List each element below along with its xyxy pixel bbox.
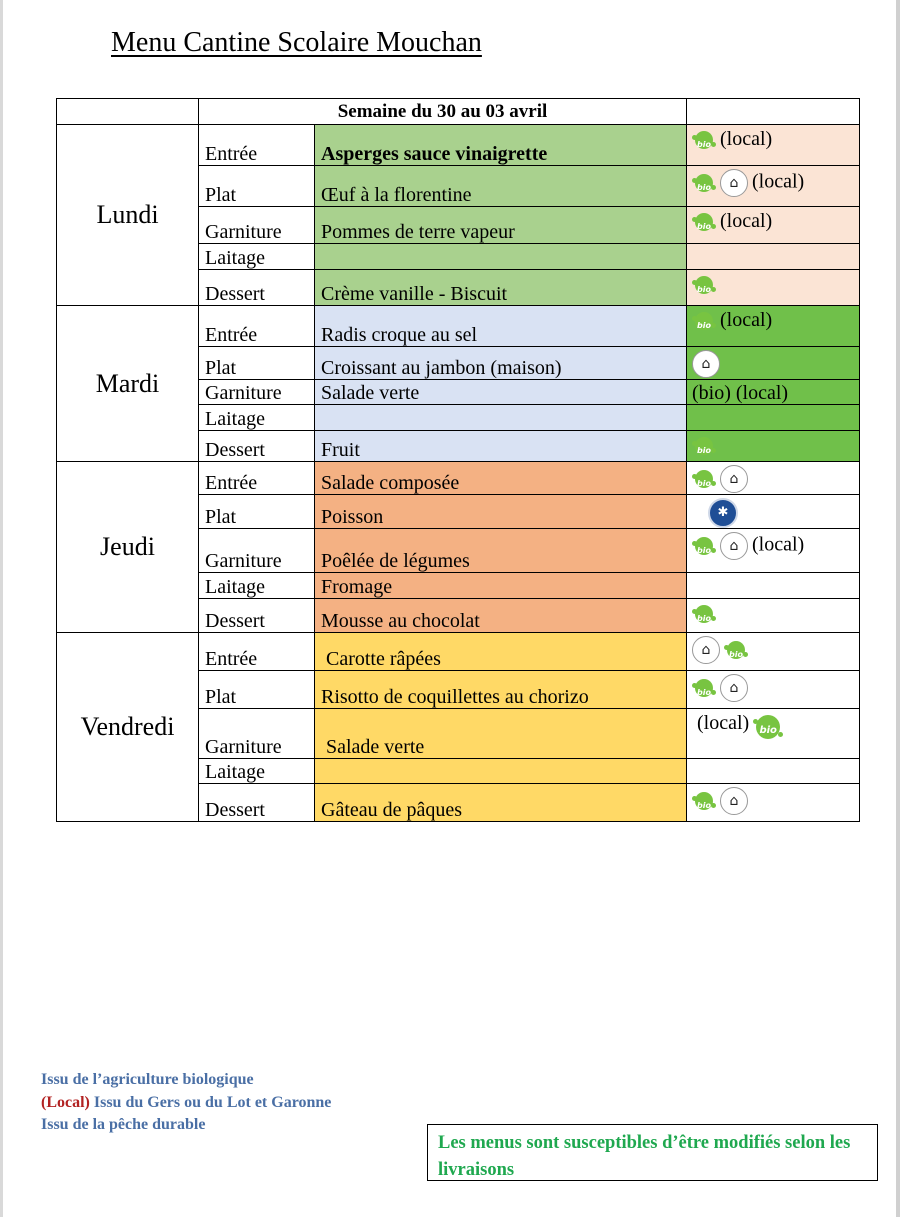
course-label: Dessert bbox=[199, 431, 315, 462]
page-left-border bbox=[0, 0, 3, 1217]
delivery-notice: Les menus sont susceptibles d’être modifiés selon les livraisons bbox=[427, 1124, 878, 1181]
label-info-cell bbox=[687, 380, 860, 405]
course-label: Plat bbox=[199, 347, 315, 380]
legend-local-text: Issu du Gers ou du Lot et Garonne bbox=[89, 1094, 332, 1111]
label-info-cell bbox=[687, 207, 860, 244]
farm-house-icon: ⌂ bbox=[692, 350, 720, 378]
label-info-cell bbox=[687, 244, 860, 270]
course-label: Laitage bbox=[199, 244, 315, 270]
origin-note: (local) bbox=[720, 309, 773, 331]
menu-row bbox=[57, 125, 860, 166]
bio-label-icon bbox=[724, 638, 748, 662]
course-label: Garniture bbox=[199, 207, 315, 244]
course-label: Entrée bbox=[199, 462, 315, 495]
bio-label-icon bbox=[692, 789, 716, 813]
label-info-cell bbox=[687, 495, 860, 529]
day-name: Mardi bbox=[57, 306, 199, 462]
label-info-cell bbox=[687, 462, 860, 495]
dish-name bbox=[315, 244, 687, 270]
course-label: Laitage bbox=[199, 573, 315, 599]
bio-icon-text: bio bbox=[697, 801, 711, 810]
label-info-cell bbox=[687, 633, 860, 671]
day-name: Jeudi bbox=[57, 462, 199, 633]
farm-house-icon: ⌂ bbox=[720, 674, 748, 702]
bio-label-icon bbox=[692, 602, 716, 626]
bio-icon-text: bio bbox=[697, 285, 711, 295]
course-label: Plat bbox=[199, 671, 315, 709]
course-label: Plat bbox=[199, 495, 315, 529]
bio-label-icon bbox=[692, 309, 716, 333]
dish-name: Poêlée de légumes bbox=[315, 529, 687, 573]
week-label: Semaine du 30 au 03 avril bbox=[199, 99, 687, 125]
header-info-cell bbox=[687, 99, 860, 125]
dish-name bbox=[315, 405, 687, 431]
label-info-cell bbox=[687, 347, 860, 380]
menu-row bbox=[57, 633, 860, 671]
bio-icon-text: bio bbox=[697, 183, 711, 192]
course-label: Plat bbox=[199, 166, 315, 207]
menu-row bbox=[57, 462, 860, 495]
label-info-cell bbox=[687, 270, 860, 306]
legend-local bbox=[41, 1094, 331, 1112]
dish-name: Croissant au jambon (maison) bbox=[315, 347, 687, 380]
bio-label-icon bbox=[692, 210, 716, 234]
course-label: Dessert bbox=[199, 599, 315, 633]
legend-bio: Issu de l’agriculture biologique bbox=[41, 1071, 254, 1088]
page-title: Menu Cantine Scolaire Mouchan bbox=[111, 27, 482, 58]
bio-icon-text: bio bbox=[697, 222, 711, 232]
dish-name: Salade verte bbox=[315, 709, 687, 759]
origin-note: (bio) (local) bbox=[692, 382, 789, 404]
dish-name: Carotte râpées bbox=[315, 633, 687, 671]
dish-name: Salade verte bbox=[315, 380, 687, 405]
dish-name: Mousse au chocolat bbox=[315, 599, 687, 633]
dish-name: Poisson bbox=[315, 495, 687, 529]
sustainable-fishing-icon: ✱ bbox=[708, 498, 738, 528]
dish-name: Gâteau de pâques bbox=[315, 784, 687, 822]
course-label: Laitage bbox=[199, 759, 315, 784]
day-name: Lundi bbox=[57, 125, 199, 306]
farm-house-icon: ⌂ bbox=[720, 787, 748, 815]
bio-icon-text: bio bbox=[759, 725, 777, 736]
origin-note: (local) bbox=[752, 170, 805, 193]
label-info-cell bbox=[687, 431, 860, 462]
dish-name: Salade composée bbox=[315, 462, 687, 495]
bio-icon-text: bio bbox=[697, 321, 711, 331]
course-label: Garniture bbox=[199, 529, 315, 573]
dish-name: Fromage bbox=[315, 573, 687, 599]
dish-name: Pommes de terre vapeur bbox=[315, 207, 687, 244]
course-label: Laitage bbox=[199, 405, 315, 431]
label-info-cell bbox=[687, 709, 860, 759]
origin-note: (local) bbox=[692, 712, 750, 734]
label-info-cell bbox=[687, 529, 860, 573]
bio-label-icon bbox=[692, 273, 716, 297]
day-name: Vendredi bbox=[57, 633, 199, 822]
dish-name: Crème vanille - Biscuit bbox=[315, 270, 687, 306]
bio-icon-text: bio bbox=[729, 650, 743, 659]
course-label: Entrée bbox=[199, 125, 315, 166]
bio-icon-text: bio bbox=[697, 546, 711, 555]
page-right-border bbox=[896, 0, 900, 1217]
dish-name: Radis croque au sel bbox=[315, 306, 687, 347]
label-info-cell bbox=[687, 784, 860, 822]
origin-note: (local) bbox=[752, 533, 805, 556]
label-info-cell bbox=[687, 573, 860, 599]
dish-name: Fruit bbox=[315, 431, 687, 462]
course-label: Entrée bbox=[199, 306, 315, 347]
label-info-cell bbox=[687, 125, 860, 166]
label-info-cell bbox=[687, 306, 860, 347]
dish-name: Œuf à la florentine bbox=[315, 166, 687, 207]
farm-house-icon: ⌂ bbox=[692, 636, 720, 664]
origin-note: (local) bbox=[720, 210, 773, 232]
bio-icon-text: bio bbox=[697, 446, 711, 456]
bio-label-icon bbox=[692, 434, 716, 458]
legend-peche: Issu de la pêche durable bbox=[41, 1116, 206, 1133]
course-label: Entrée bbox=[199, 633, 315, 671]
course-label: Garniture bbox=[199, 709, 315, 759]
farm-house-icon: ⌂ bbox=[720, 465, 748, 493]
bio-label-icon bbox=[692, 534, 716, 558]
course-label: Dessert bbox=[199, 270, 315, 306]
label-info-cell bbox=[687, 405, 860, 431]
header-empty-cell bbox=[57, 99, 199, 125]
label-info-cell bbox=[687, 599, 860, 633]
label-info-cell bbox=[687, 671, 860, 709]
dish-name: Asperges sauce vinaigrette bbox=[315, 125, 687, 166]
label-info-cell bbox=[687, 166, 860, 207]
bio-icon-text: bio bbox=[697, 688, 711, 697]
bio-icon-text: bio bbox=[697, 614, 711, 624]
bio-label-icon bbox=[692, 467, 716, 491]
bio-label-icon bbox=[692, 676, 716, 700]
header-row bbox=[57, 99, 860, 125]
course-label: Garniture bbox=[199, 380, 315, 405]
course-label: Dessert bbox=[199, 784, 315, 822]
menu-row bbox=[57, 306, 860, 347]
origin-note: (local) bbox=[720, 128, 773, 150]
bio-label-icon bbox=[753, 712, 783, 742]
dish-name: Risotto de coquillettes au chorizo bbox=[315, 671, 687, 709]
bio-label-icon bbox=[692, 171, 716, 195]
legend-local-tag: (Local) bbox=[41, 1094, 90, 1111]
bio-icon-text: bio bbox=[697, 479, 711, 488]
farm-house-icon: ⌂ bbox=[720, 169, 748, 197]
bio-label-icon bbox=[692, 128, 716, 152]
farm-house-icon: ⌂ bbox=[720, 532, 748, 560]
bio-icon-text: bio bbox=[697, 140, 711, 150]
dish-name bbox=[315, 759, 687, 784]
label-info-cell bbox=[687, 759, 860, 784]
menu-table bbox=[56, 98, 860, 822]
